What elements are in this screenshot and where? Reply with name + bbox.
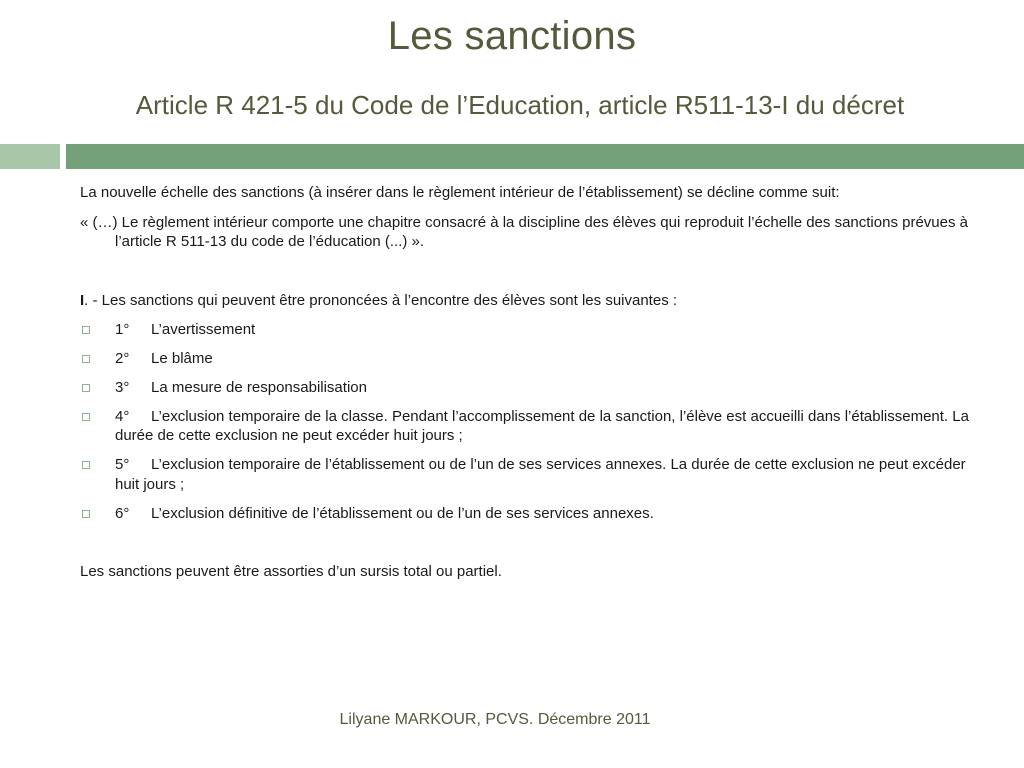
closing-paragraph: Les sanctions peuvent être assorties d’un sursis total ou partiel.	[80, 563, 502, 580]
list-item	[80, 349, 980, 369]
list-item	[80, 378, 980, 398]
item-number: 1°	[115, 320, 130, 338]
decorative-bar-dark	[66, 144, 1024, 169]
item-number: 6°	[115, 504, 130, 522]
intro-paragraph: La nouvelle échelle des sanctions (à insérer dans le règlement intérieur de l’établissement) se décline comme suit:	[80, 184, 840, 201]
square-bullet-icon	[82, 326, 90, 334]
item-number: 4°	[115, 407, 130, 425]
slide-title: Les sanctions	[387, 14, 637, 58]
item-text: La mesure de responsabilisation	[151, 378, 367, 396]
list-item	[80, 407, 980, 446]
square-bullet-icon	[82, 413, 90, 421]
section-text: . - Les sanctions qui peuvent être prononcées à l’encontre des élèves sont les suivantes :	[84, 291, 678, 309]
item-text: L’exclusion temporaire de la classe. Pendant l’accomplissement de la sanction, l’élève est accueilli dans l’établissement. La durée de cette exclusion ne peut excéder huit jours ;	[115, 407, 969, 444]
item-text: Le blâme	[151, 349, 213, 367]
slide-footer: Lilyane MARKOUR, PCVS. Décembre 2011	[339, 711, 651, 728]
square-bullet-icon	[82, 384, 90, 392]
sanctions-list	[80, 320, 980, 524]
square-bullet-icon	[82, 461, 90, 469]
item-text: L’exclusion définitive de l’établissement ou de l’un de ses services annexes.	[151, 504, 654, 522]
square-bullet-icon	[82, 355, 90, 363]
section-marker: I	[80, 291, 85, 309]
list-item	[80, 320, 980, 340]
item-number: 2°	[115, 349, 130, 367]
slide-body	[80, 183, 980, 582]
square-bullet-icon	[82, 510, 90, 518]
item-number: 3°	[115, 378, 130, 396]
list-item	[80, 504, 980, 524]
section-heading	[80, 291, 980, 311]
item-number: 5°	[115, 456, 130, 473]
item-text: L’exclusion temporaire de l’établissement ou de l’un de ses services annexes. La durée de cette exclusion ne peut excéder huit jours ;	[115, 456, 966, 493]
list-item	[80, 455, 980, 494]
quote-paragraph: « (…) Le règlement intérieur comporte une chapitre consacré à la discipline des élèves qui reproduit l’échelle des sanctions prévues à l’article R 511-13 du code de l’éducation (...) ».	[80, 213, 968, 250]
item-text: L’avertissement	[151, 320, 256, 338]
slide-subtitle: Article R 421-5 du Code de l’Education, article R511-13-I du décret	[135, 90, 905, 120]
decorative-bar-light	[0, 144, 60, 169]
